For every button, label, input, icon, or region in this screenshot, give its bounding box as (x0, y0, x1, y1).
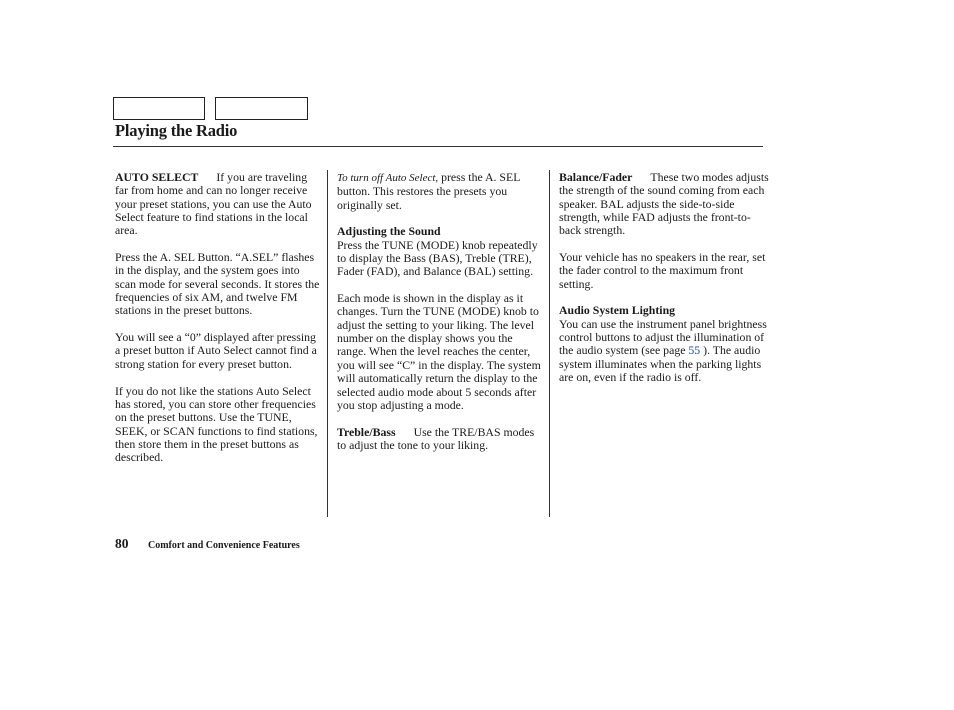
header-tab-box-1 (113, 97, 205, 120)
audio-lighting-text-2: ). The audio system illuminates when the parking lights are on, even if the radio is off. (559, 343, 762, 385)
zero-display-paragraph: You will see a “0” displayed after pressing a preset button if Auto Select cannot find a strong station for every preset button. (115, 330, 317, 371)
page-reference-link[interactable]: 55 (688, 343, 701, 358)
store-other-paragraph: If you do not like the stations Auto Select has stored, you can store other frequencies on the preset buttons. Use the TUNE, SEEK, or SCAN functions to find stations, then store them in the preset buttons as described. (115, 383, 318, 465)
auto-select-heading: AUTO SELECT (115, 170, 199, 184)
column-2 (337, 171, 543, 452)
turn-off-text: press the A. SEL button. This restores the presets you originally set. (337, 170, 520, 212)
balance-fader-text: These two modes adjusts the strength of the sound coming from each speaker. BAL adjusts the side-to-side strength, while FAD adjusts the front-to-back strength. (559, 170, 769, 238)
footer-section-title: Comfort and Convenience Features (148, 540, 300, 551)
mode-display-paragraph: Each mode is shown in the display as it changes. Turn the TUNE (MODE) knob to adjust the setting to your liking. The level number on the display shows you the range. When the level reaches the center, you will see “C” in the display. The system will automatically return the display to the selected audio mode about 5 seconds after you stop adjusting a mode. (337, 291, 541, 412)
auto-select-paragraph (115, 171, 321, 238)
column-3 (559, 171, 769, 385)
balance-fader-heading: Balance/Fader (559, 170, 633, 184)
audio-lighting-paragraph (559, 304, 769, 384)
column-divider-2 (549, 170, 550, 517)
treble-bass-text: Use the TRE/BAS modes to adjust the tone to your liking. (337, 424, 535, 452)
asel-press-paragraph: Press the A. SEL Button. “A.SEL” flashes in the display, and the system goes into scan mode for several seconds. It stores the frequencies of six AM, and twelve FM stations in the preset buttons. (115, 250, 320, 318)
auto-select-text: If you are traveling far from home and can no longer receive your preset stations, you can use the Auto Select feature to find stations in the local area. (115, 170, 312, 238)
adjusting-sound-text: Press the TUNE (MODE) knob repeatedly to display the Bass (BAS), Treble (TRE), Fader (FAD), and Balance (BAL) setting. (337, 237, 538, 279)
title-divider (113, 146, 763, 147)
column-divider-1 (327, 170, 328, 517)
no-rear-speakers-paragraph: Your vehicle has no speakers in the rear, set the fader control to the maximum front setting. (559, 250, 766, 291)
turn-off-italic: To turn off Auto Select, (337, 172, 439, 184)
turn-off-paragraph (337, 171, 543, 212)
adjusting-sound-heading: Adjusting the Sound (337, 224, 441, 239)
treble-bass-heading: Treble/Bass (337, 424, 396, 439)
adjusting-sound-paragraph (337, 225, 543, 278)
column-1 (115, 171, 321, 465)
balance-fader-paragraph (559, 171, 769, 238)
audio-lighting-text-1: You can use the instrument panel brightness control buttons to adjust the illumination of the audio system (see page (559, 316, 767, 358)
audio-lighting-heading: Audio System Lighting (559, 303, 676, 318)
page-title: Playing the Radio (115, 121, 238, 140)
header-tab-box-2 (215, 97, 308, 120)
treble-bass-paragraph (337, 426, 543, 453)
page-number: 80 (115, 536, 129, 551)
